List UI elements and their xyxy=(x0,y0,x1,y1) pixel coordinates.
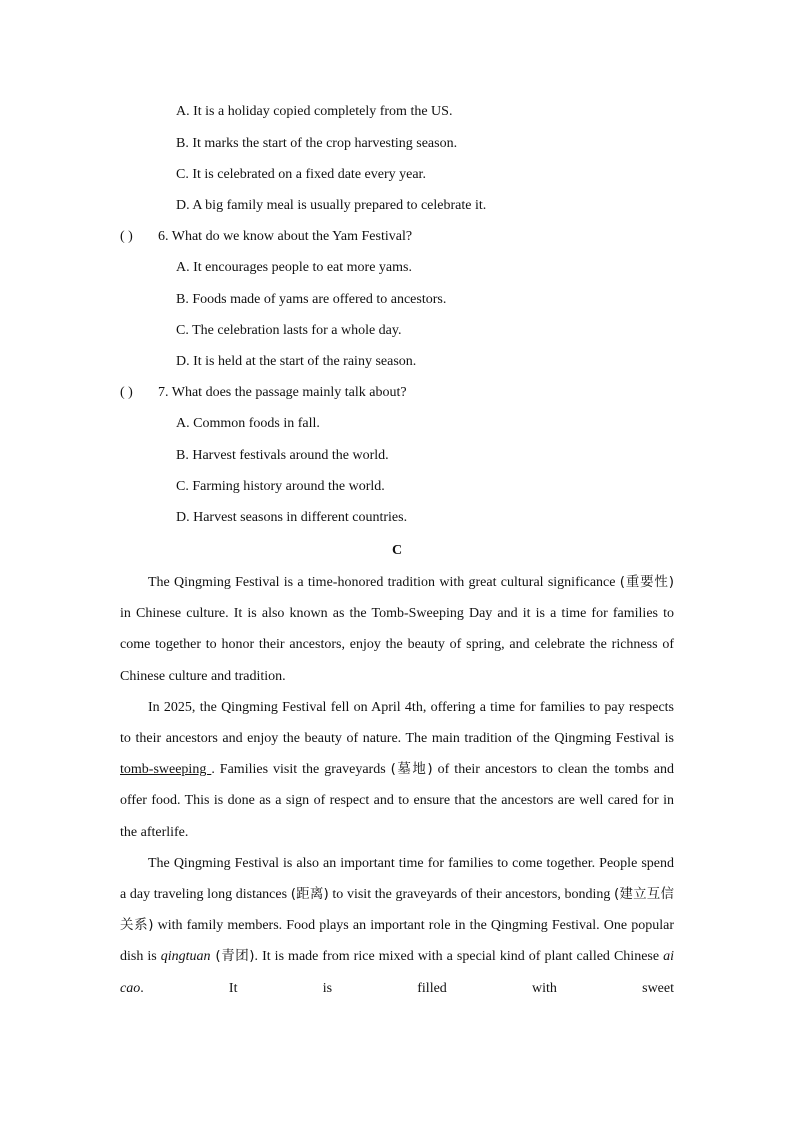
question-6 xyxy=(120,228,412,246)
answer-blank[interactable]: ( ) xyxy=(120,385,133,400)
question-stem: 6. What do we know about the Yam Festival? xyxy=(158,229,413,244)
q7-option-d: D. Harvest seasons in different countries. xyxy=(176,510,408,525)
passage xyxy=(120,567,674,1004)
q5-option-a: A. It is a holiday copied completely from the US. xyxy=(176,104,453,119)
paragraph-1: The Qingming Festival is a time-honored tradition with great cultural significance (重要性) in Chinese culture. It is also known as the Tomb-Sweeping Day and it is a time for families to come together to honor their ancestors, enjoy the beauty of spring, and celebrate the richness of Chinese culture and tradition. xyxy=(120,574,674,684)
q7-option-c: C. Farming history around the world. xyxy=(176,479,385,494)
question-stem: 7. What does the passage mainly talk about? xyxy=(158,385,407,400)
q6-option-c: C. The celebration lasts for a whole day. xyxy=(176,323,402,338)
q6-option-b: B. Foods made of yams are offered to ancestors. xyxy=(176,292,447,307)
q6-option-d: D. It is held at the start of the rainy season. xyxy=(176,354,417,369)
underlined-term: tomb-sweeping xyxy=(120,762,212,778)
q5-option-d: D. A big family meal is usually prepared to celebrate it. xyxy=(176,198,487,213)
paragraph-3: The Qingming Festival is also an important time for families to come together. People spend a day traveling long distances (距离) to visit the graveyards of their ancestors, bonding (建立互信关系) with family members. Food plays an important role in the Qingming Festival. One popular dish is qingtuan (青团). It is made from rice mixed with a special kind of plant called Chinese ai cao. It is filled with sweet xyxy=(120,855,674,996)
section-heading: C xyxy=(391,543,403,558)
q5-option-b: B. It marks the start of the crop harvesting season. xyxy=(176,136,458,151)
q6-option-a: A. It encourages people to eat more yams. xyxy=(176,260,412,275)
answer-blank[interactable]: ( ) xyxy=(120,229,133,244)
paragraph-2: In 2025, the Qingming Festival fell on April 4th, offering a time for families to pay respects to their ancestors and enjoy the beauty of nature. The main tradition of the Qingming Festival is tomb-sweeping . Families visit the graveyards (墓地) of their ancestors to clean the tombs and offer food. This is done as a sign of respect and to ensure that the ancestors are well cared for in the afterlife. xyxy=(120,699,674,840)
q7-option-a: A. Common foods in fall. xyxy=(176,416,320,431)
question-7 xyxy=(120,384,407,402)
q5-option-c: C. It is celebrated on a fixed date every year. xyxy=(176,167,426,182)
q7-option-b: B. Harvest festivals around the world. xyxy=(176,448,389,463)
